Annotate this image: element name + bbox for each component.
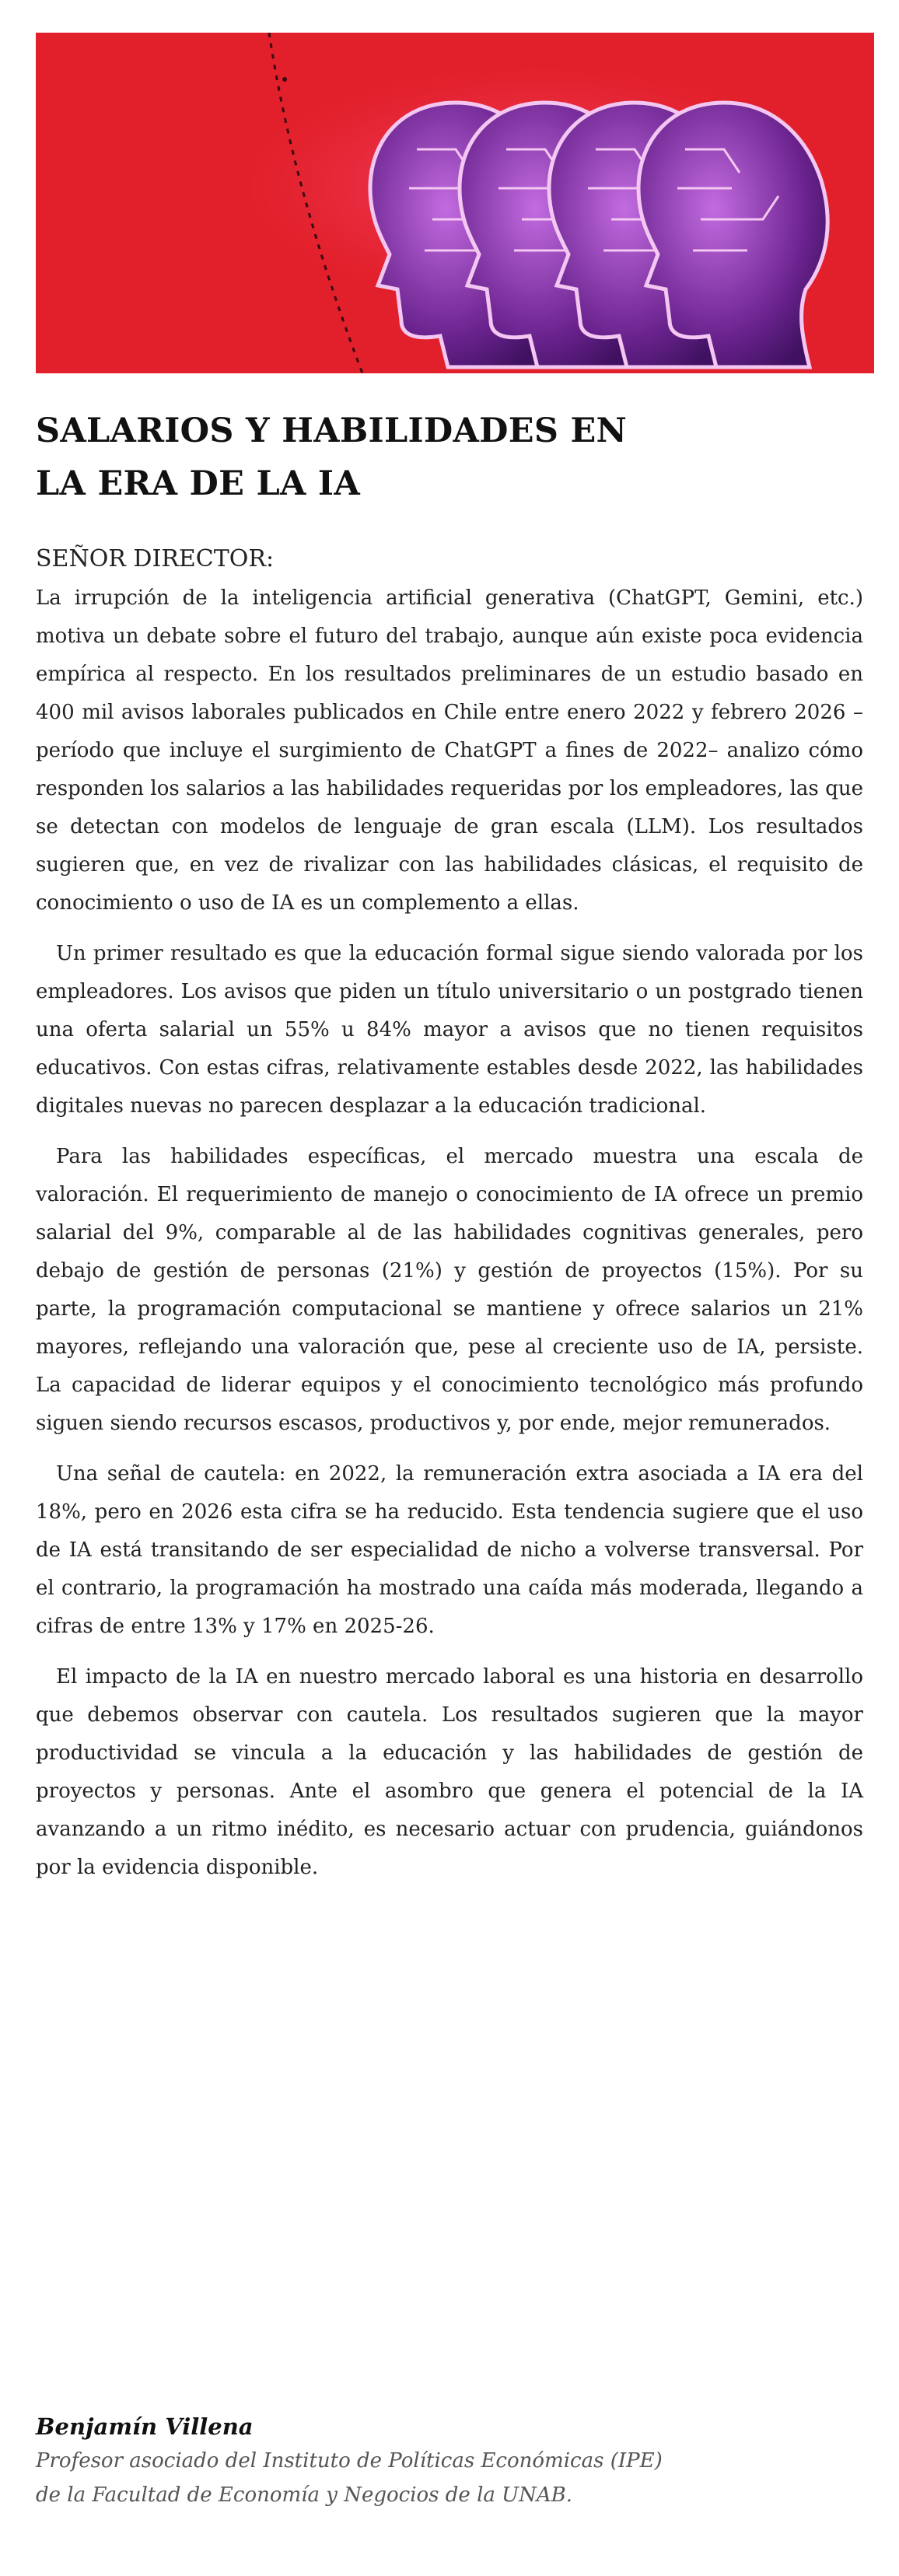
- paragraph-1: La irrupción de la inteligencia artificial generativa (ChatGPT, Gemini, etc.) motiva un debate sobre el futuro del trabajo, aunque aún existe poca evidencia empírica al respecto. En los resultados preliminares de un estudio basado en 400 mil avisos laborales publicados en Chile entre enero 2022 y febrero 2026 –período que incluye el surgimiento de ChatGPT a fines de 2022– analizo cómo responden los salarios a las habilidades requeridas por los empleadores, las que se detectan con modelos de lenguaje de gran escala (LLM). Los resultados sugieren que, en vez de rivalizar con las habilidades clásicas, el requisito de conocimiento o uso de IA es un complemento a ellas.: [36, 586, 863, 915]
- paragraph-4: Una señal de cautela: en 2022, la remuneración extra asociada a IA era del 18%, pero en 2026 esta cifra se ha reducido. Esta tendencia sugiere que el uso de IA está transitando de ser especialidad de nicho a volverse transversal. Por el contrario, la programación ha mostrado una caída más moderada, llegando a cifras de entre 13% y 17% en 2025-26.: [36, 1462, 863, 1638]
- article-body: [36, 579, 863, 1899]
- paragraph-5: El impacto de la IA en nuestro mercado laboral es una historia en desarrollo que debemos observar con cautela. Los resultados sugieren que la mayor productividad se vincula a la educación y las habilidades de gestión de proyectos y personas. Ante el asombro que genera el potencial de la IA avanzando a un ritmo inédito, es necesario actuar con prudencia, guiándonos por la evidencia disponible.: [36, 1665, 863, 1879]
- signature-block: [36, 2410, 868, 2512]
- paragraph-2: Un primer resultado es que la educación formal sigue siendo valorada por los empleadores. Los avisos que piden un título universitario o un postgrado tienen una oferta salarial un 55% u 84% mayor a avisos que no tienen requisitos educativos. Con estas cifras, relativamente estables desde 2022, las habilidades digitales nuevas no parecen desplazar a la educación tradicional.: [36, 942, 863, 1118]
- headline-line-1: SALARIOS Y HABILIDADES EN: [36, 411, 628, 450]
- author-affiliation-line-2: de la Facultad de Economía y Negocios de la UNAB.: [36, 2483, 572, 2507]
- salutation: SEÑOR DIRECTOR:: [36, 545, 275, 572]
- author-affiliation-line-1: Profesor asociado del Instituto de Políticas Económicas (IPE): [36, 2449, 663, 2473]
- paragraph-3: Para las habilidades específicas, el mercado muestra una escala de valoración. El requerimiento de manejo o conocimiento de IA ofrece un premio salarial del 9%, comparable al de las habilidades cognitivas generales, pero debajo de gestión de personas (21%) y gestión de proyectos (15%). Por su parte, la programación computacional se mantiene y ofrece salarios un 21% mayores, reflejando una valoración que, pese al creciente uso de IA, persiste. La capacidad de liderar equipos y el conocimiento tecnológico más profundo siguen siendo recursos escasos, productivos y, por ende, mejor remunerados.: [36, 1145, 863, 1435]
- dot-decoration: [282, 77, 287, 82]
- author-name: Benjamín Villena: [36, 2413, 254, 2440]
- article-headline: [36, 404, 813, 510]
- headline-line-2: LA ERA DE LA IA: [36, 464, 360, 503]
- hero-illustration: [36, 33, 874, 373]
